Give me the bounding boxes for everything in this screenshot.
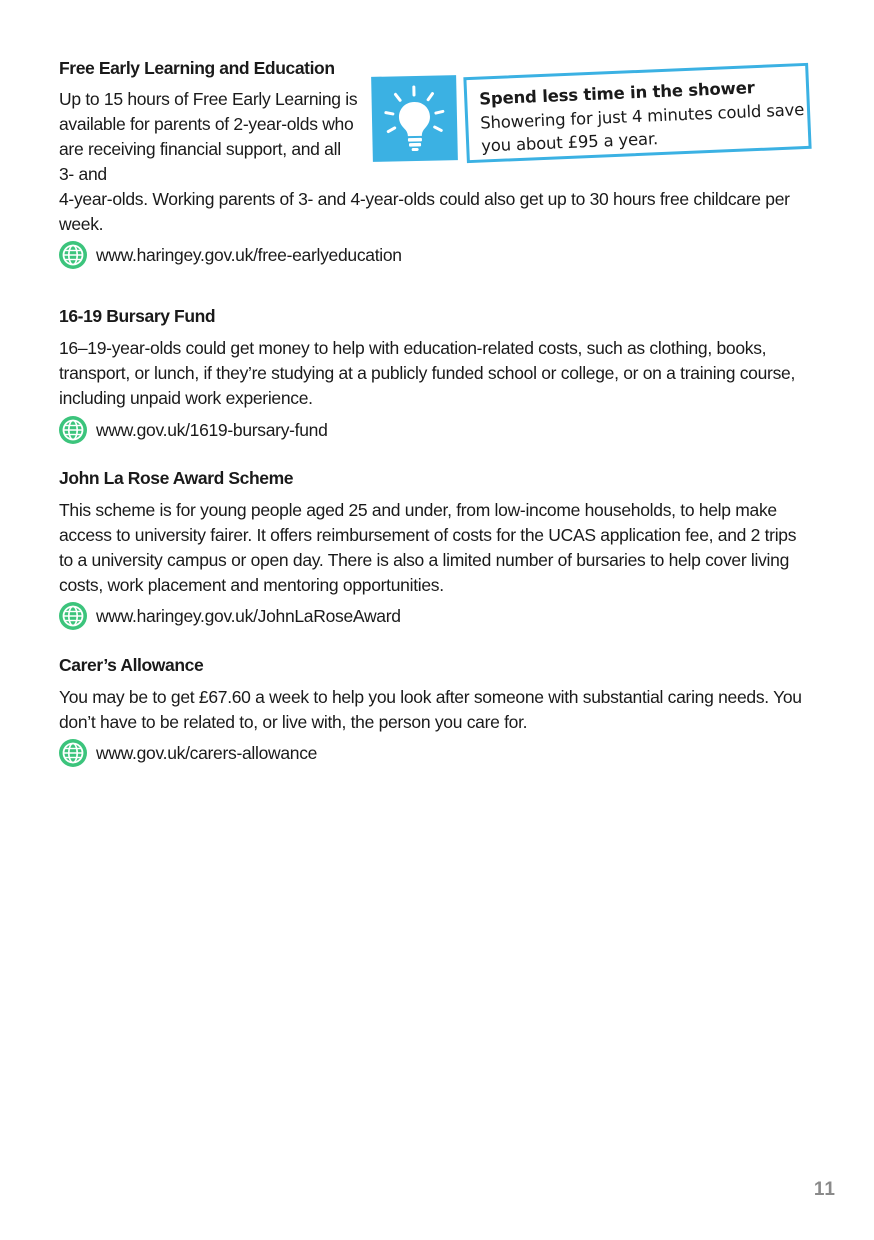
lightbulb-icon [371, 75, 458, 162]
link-carers-allowance[interactable]: www.gov.uk/carers-allowance [96, 742, 318, 763]
link-bursary-fund[interactable]: www.gov.uk/1619-bursary-fund [96, 419, 328, 440]
section-body-carers-allowance: You may be to get £67.60 a week to help you look after someone with substantial caring needs. You don’t have to be related to, or live with, the person you care for. [59, 687, 802, 732]
section-heading-john-la-rose: John La Rose Award Scheme [59, 468, 294, 488]
link-row-carers-allowance [59, 739, 317, 767]
section-heading-bursary-fund: 16-19 Bursary Fund [59, 306, 216, 326]
link-row-john-la-rose [59, 602, 401, 630]
tip-body: Showering for just 4 minutes could save you about £95 a year. [479, 100, 805, 156]
section-body-john-la-rose: This scheme is for young people aged 25 and under, from low-income households, to help make access to university fairer. It offers reimbursement of costs for the UCAS application fee, and 2 trips to a university campus or open day. There is also a limited number of bursaries to help cover living costs, work placement and mentoring opportunities. [59, 500, 797, 595]
section-heading-free-early-learning: Free Early Learning and Education [59, 58, 335, 78]
tip-title: Spend less time in the shower [478, 78, 755, 109]
section-body-free-early-learning: 4-year-olds. Working parents of 3- and 4-year-olds could also get up to 30 hours free childcare per week. [59, 189, 790, 234]
globe-icon [59, 241, 87, 269]
globe-icon [59, 416, 87, 444]
link-row-free-early-learning [59, 241, 402, 269]
tip-icon-box [371, 75, 458, 162]
link-john-la-rose-award[interactable]: www.haringey.gov.uk/JohnLaRoseAward [96, 605, 401, 626]
page-number: 11 [813, 1179, 836, 1200]
tip-box [463, 63, 811, 163]
section-body-intro-free-early-learning: Up to 15 hours of Free Early Learning is available for parents of 2-year-olds who are receiving financial support, and all 3- and [59, 89, 358, 184]
globe-icon [59, 602, 87, 630]
section-heading-carers-allowance: Carer’s Allowance [59, 655, 204, 675]
globe-icon [59, 739, 87, 767]
section-body-bursary-fund: 16–19-year-olds could get money to help with education-related costs, such as clothing, books, transport, or lunch, if they’re studying at a publicly funded school or college, or on a training course, including unpaid work experience. [59, 338, 796, 408]
link-free-early-education[interactable]: www.haringey.gov.uk/free-earlyeducation [96, 244, 402, 265]
link-row-bursary-fund [59, 416, 328, 444]
